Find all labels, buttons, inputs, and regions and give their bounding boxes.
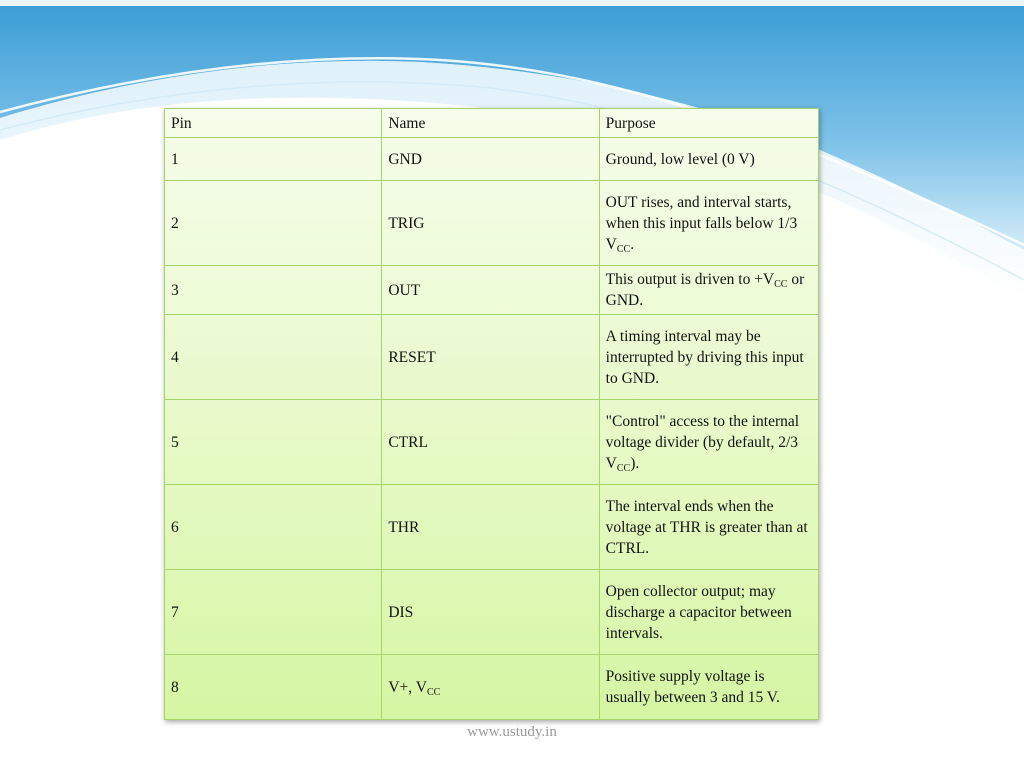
pin-cell: 3	[165, 266, 382, 315]
purpose-text: "Control" access to the internal voltage divider (by default, 2/3 V	[605, 412, 800, 472]
name-text: V+, V	[388, 678, 427, 696]
subscript: CC	[774, 279, 788, 290]
table-row	[165, 181, 819, 266]
pin-cell: 5	[165, 400, 382, 485]
name-cell: GND	[382, 138, 599, 181]
name-cell: DIS	[382, 570, 599, 655]
subscript: CC	[426, 686, 441, 698]
pin-cell: 4	[165, 315, 382, 400]
table-row	[165, 400, 819, 485]
pin-table-grid	[164, 108, 819, 720]
purpose-cell	[599, 266, 818, 315]
name-cell: RESET	[382, 315, 599, 400]
table-row	[165, 485, 819, 570]
name-cell	[382, 655, 599, 720]
purpose-cell: Ground, low level (0 V)	[599, 138, 818, 181]
footer-url: www.ustudy.in	[467, 724, 557, 740]
header-purpose: Purpose	[599, 109, 818, 138]
subscript: CC	[616, 243, 631, 255]
name-cell: CTRL	[382, 400, 599, 485]
name-cell: OUT	[382, 266, 599, 315]
table-row	[165, 655, 819, 720]
table-header-row	[165, 109, 819, 138]
pin-cell: 1	[165, 138, 382, 181]
pin-cell: 8	[165, 655, 382, 720]
purpose-text-end: or GND.	[605, 271, 805, 309]
pin-cell: 6	[165, 485, 382, 570]
purpose-text: OUT rises, and interval starts, when this input falls below 1/3 V	[605, 193, 798, 253]
table-row	[165, 315, 819, 400]
purpose-text-end: ).	[630, 454, 640, 472]
table-row	[165, 570, 819, 655]
table-row	[165, 138, 819, 181]
name-cell: THR	[382, 485, 599, 570]
purpose-cell: Positive supply voltage is usually between 3 and 15 V.	[599, 655, 818, 720]
table-row	[165, 266, 819, 315]
purpose-cell	[599, 181, 818, 266]
name-cell: TRIG	[382, 181, 599, 266]
pin-cell: 7	[165, 570, 382, 655]
header-pin: Pin	[165, 109, 382, 138]
purpose-cell: Open collector output; may discharge a capacitor between intervals.	[599, 570, 818, 655]
pin-cell: 2	[165, 181, 382, 266]
pin-table	[164, 108, 819, 720]
purpose-text-end: .	[630, 235, 635, 253]
subscript: CC	[616, 462, 631, 474]
purpose-cell	[599, 400, 818, 485]
purpose-cell: The interval ends when the voltage at THR is greater than at CTRL.	[599, 485, 818, 570]
header-name: Name	[382, 109, 599, 138]
purpose-cell: A timing interval may be interrupted by driving this input to GND.	[599, 315, 818, 400]
purpose-text: This output is driven to +V	[605, 271, 775, 288]
